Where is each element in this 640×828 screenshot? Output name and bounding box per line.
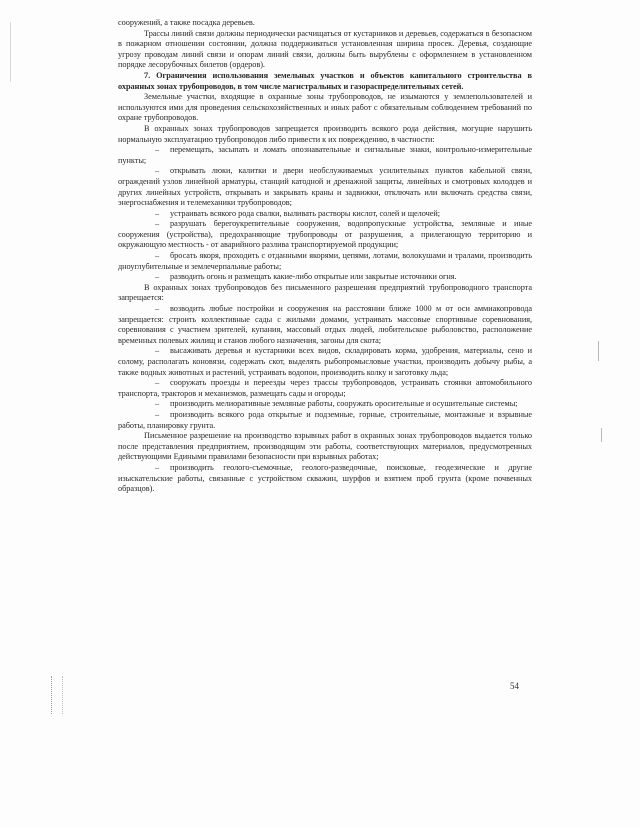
scan-artifact — [601, 428, 602, 442]
list-item — [118, 346, 532, 378]
list-item — [118, 410, 532, 431]
dash-bullet: – — [154, 346, 160, 356]
dash-bullet: – — [154, 272, 160, 282]
list-item — [118, 219, 532, 251]
list-item — [118, 463, 532, 495]
list-item — [118, 145, 532, 166]
list-item — [118, 378, 532, 399]
list-item — [118, 166, 532, 208]
list-item — [118, 272, 532, 283]
dash-bullet: – — [154, 378, 160, 388]
dash-bullet: – — [154, 304, 160, 314]
list-item-text: открывать люки, калитки и двери необслуживаемых усилительных пунктов кабельной связи, ограждений узлов линейной арматуры, станций катодной и дренажной защиты, линейных и смотровых колодцев и других линейных устройств, открывать и закрывать краны и задвижки, отключать или включать средства связи, энергоснабжения и телемеханики трубопроводов; — [118, 166, 532, 208]
list-item-text: производить геолого-съемочные, геолого-разведочные, поисковые, геодезические и другие изыскательские работы, связанные с устройством скважин, шурфов и взятием проб грунта (кроме почвенных образцов). — [118, 462, 532, 494]
list-item — [118, 304, 532, 346]
page-number: 54 — [510, 681, 519, 691]
dash-bullet: – — [154, 409, 160, 419]
paragraph: Трассы линий связи должны периодически расчищаться от кустарников и деревьев, содержаться в безопасном в пожарном отношении состоянии, должна поддерживаться установленная ширина просек. Деревья, создающие угрозу проводам линий связи и опорам линий связи, должны быть вырублены с оформлением в установленном порядке лесорубочных билетов (ордеров). — [118, 28, 532, 70]
list-item-text: устраивать всякого рода свалки, выливать растворы кислот, солей и щелочей; — [170, 208, 441, 218]
list-item-text: бросать якоря, проходить с отданными якорями, цепями, лотами, волокушами и тралами, производить дноуглубительные и землечерпальные работы; — [118, 251, 532, 271]
scan-artifact — [598, 341, 599, 361]
list-item-text: высаживать деревья и кустарники всех видов, складировать корма, удобрения, материалы, сено и солому, располагать коновязи, содержать скот, выделять рыбопромысловые участки, производить добычу рыбы, а также водных животных и растений, устраивать водопои, производить колку и заготовку льда; — [118, 346, 532, 377]
dash-bullet: – — [154, 251, 160, 261]
list-item-text: разводить огонь и размещать какие-либо открытые или закрытые источники огня. — [170, 272, 457, 282]
paragraph: Письменное разрешение на производство взрывных работ в охранных зонах трубопроводов выдается только после представления предприятием, производящим эти работы, соответствующих материалов, предусмотренных действующими Едиными правилами безопасности при взрывных работах; — [118, 431, 532, 462]
dash-bullet: – — [154, 462, 160, 472]
paragraph: В охранных зонах трубопроводов без письменного разрешения предприятий трубопроводного транспорта запрещается: — [118, 282, 532, 303]
list-item — [118, 251, 532, 272]
section-heading: 7. Ограничения использования земельных участков и объектов капитального строительства в охранных зонах трубопроводов, в том числе магистральных и газораспределительных сетей. — [118, 70, 532, 91]
dash-bullet: – — [154, 166, 160, 176]
list-item-text: производить мелиоративные земляные работы, сооружать оросительные и осушительные системы; — [170, 399, 518, 409]
list-item-text: сооружать проезды и переезды через трассы трубопроводов, устраивать стоянки автомобильного транспорта, тракторов и механизмов, размещать сады и огороды; — [118, 378, 532, 398]
paragraph: Земельные участки, входящие в охранные зоны трубопроводов, не изымаются у землепользователей и используются ими для проведения сельскохозяйственных и иных работ с обязательным соблюдением требований по охране трубопроводов. — [118, 92, 532, 123]
dash-bullet: – — [154, 145, 160, 155]
list-item-text: возводить любые постройки и сооружения на расстоянии ближе 1000 м от оси аммиакопровода запрещается: строить коллективные сады с жилыми домами, устраивать массовые спортивные соревнования, соревнования с участием зрителей, купания, массовый отдых людей, любительское рыболовство, расположение временных полевых жилищ и станов любого назначения, загоны для скота; — [118, 304, 532, 345]
list-item-text: перемещать, засыпать и ломать опознавательные и сигнальные знаки, контрольно-измерительные пункты; — [118, 145, 532, 165]
paragraph: В охранных зонах трубопроводов запрещается производить всякого рода действия, могущие нарушить нормальную эксплуатацию трубопроводов либо привести к их повреждению, в частности: — [118, 123, 532, 144]
list-item-text: разрушать берегоукрепительные сооружения, водопропускные устройства, земляные и иные сооружения (устройства), предохраняющие трубопроводы от разрушения, а прилегающую территорию и окружающую местность - от аварийного разлива транспортируемой продукции; — [118, 219, 532, 250]
dash-bullet: – — [154, 208, 160, 218]
dash-bullet: – — [154, 219, 160, 229]
list-item-text: производить всякого рода открытые и подземные, горные, строительные, монтажные и взрывные работы, планировку грунта. — [118, 409, 532, 430]
list-item — [118, 399, 532, 410]
scan-artifact — [10, 22, 11, 82]
paragraph: сооружений, а также посадка деревьев. — [118, 18, 255, 27]
document-body — [118, 18, 532, 495]
scan-artifact — [51, 676, 63, 714]
list-item — [118, 209, 532, 220]
dash-bullet: – — [154, 399, 160, 409]
